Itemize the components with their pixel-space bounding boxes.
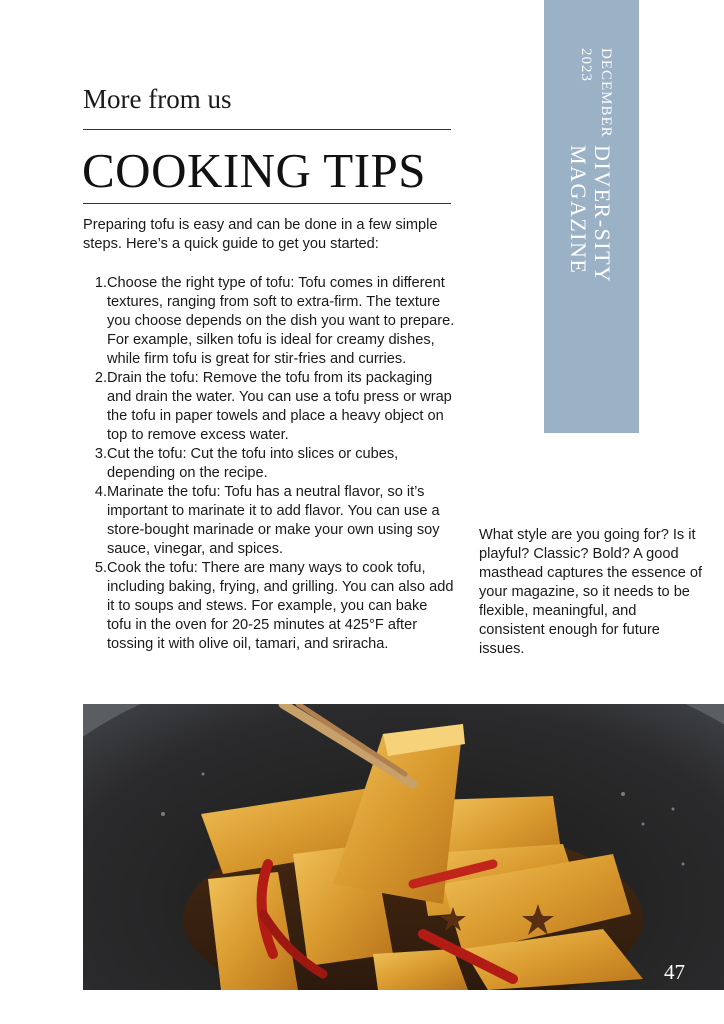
list-item: 4. Marinate the tofu: Tofu has a neutral flavor, so it’s important to marinate it to add flavor. You can use a store-bought marinade or make your own using soy sauce, vinegar, and spices.	[94, 484, 440, 557]
steps-list	[83, 274, 455, 654]
issue-date: DECEMBER 2023	[578, 48, 614, 138]
side-band-text	[566, 48, 614, 348]
fried-tofu-illustration	[83, 704, 724, 990]
fried-tofu-photo	[83, 704, 724, 990]
page-number: 47	[664, 960, 685, 984]
list-item: 3. Cut the tofu: Cut the tofu into slices or cubes, depending on the recipe.	[94, 446, 399, 481]
list-item: 5. Cook the tofu: There are many ways to cook tofu, including baking, frying, and grilling. You can also add it to soups and stews. For example, you can bake tofu in the oven for 20-25 minutes at 425°F after tossing it with olive oil, tamari, and sriracha.	[94, 560, 454, 652]
intro-paragraph: Preparing tofu is easy and can be done in a few simple steps. Here’s a quick guide to get you started:	[83, 217, 438, 252]
divider-top	[83, 129, 451, 130]
list-item: 2. Drain the tofu: Remove the tofu from its packaging and drain the water. You can use a tofu press or wrap the tofu in paper towels and place a heavy object on top to remove excess water.	[94, 370, 452, 443]
sidebar-note: What style are you going for? Is it playful? Classic? Bold? A good masthead captures the essence of your magazine, so it needs to be flexible, meaningful, and consistent enough for future issues.	[479, 527, 703, 657]
section-kicker: More from us	[83, 84, 232, 114]
list-item: 1. Choose the right type of tofu: Tofu comes in different textures, ranging from soft to extra-firm. The texture you choose depends on the dish you want to prepare. For example, silken tofu is ideal for creamy dishes, while firm tofu is great for stir-fries and curries.	[94, 275, 455, 367]
page-title: COOKING TIPS	[82, 143, 427, 198]
divider-bottom	[83, 203, 451, 204]
magazine-name: DIVER-SITY MAGAZINE	[566, 145, 615, 283]
